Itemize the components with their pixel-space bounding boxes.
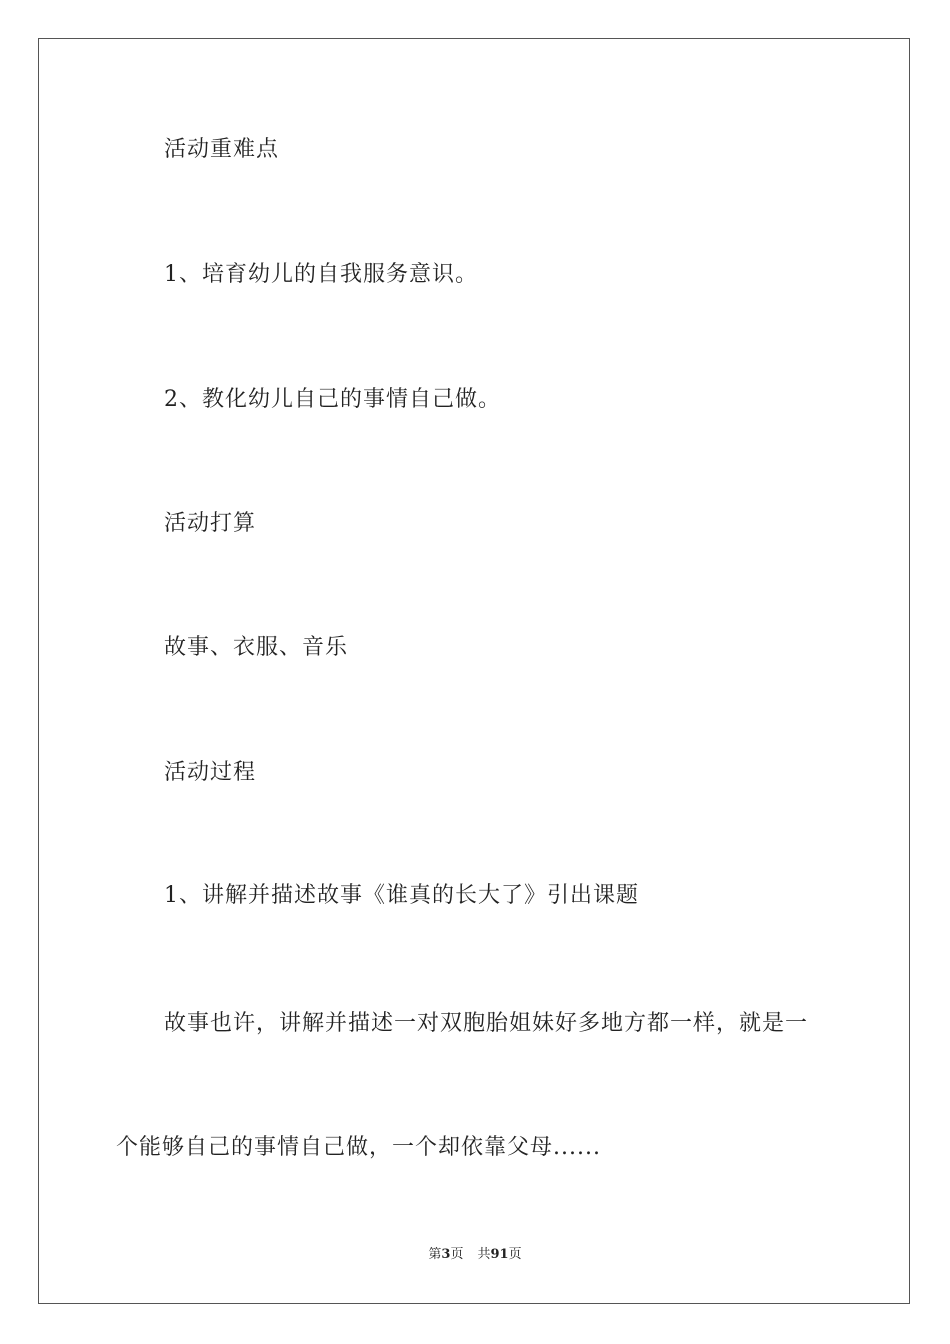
page-footer (0, 1246, 950, 1264)
paragraph-goal-1: 1、培育幼儿的自我服务意识。 (164, 262, 478, 287)
footer-page-number: 3 (441, 1247, 451, 1262)
footer-total-suffix: 页 (508, 1247, 522, 1262)
paragraph-story-line-2: 个能够自己的事情自己做，一个却依靠父母...... (116, 1135, 601, 1160)
footer-total-number: 91 (490, 1247, 509, 1262)
paragraph-story-line-1: 故事也许，讲解并描述一对双胞胎姐妹好多地方都一样，就是一 (164, 1011, 809, 1036)
heading-key-points: 活动重难点 (164, 137, 280, 162)
paragraph-step-1: 1、讲解并描述故事《谁真的长大了》引出课题 (164, 883, 639, 908)
paragraph-materials: 故事、衣服、音乐 (164, 635, 349, 660)
page-frame (38, 38, 910, 1304)
paragraph-goal-2: 2、教化幼儿自己的事情自己做。 (164, 387, 501, 412)
footer-total-prefix: 共 (477, 1247, 491, 1262)
heading-process: 活动过程 (164, 760, 257, 785)
footer-page-suffix: 页 (450, 1247, 464, 1262)
heading-preparation: 活动打算 (164, 511, 257, 536)
footer-page-prefix: 第 (428, 1247, 442, 1262)
